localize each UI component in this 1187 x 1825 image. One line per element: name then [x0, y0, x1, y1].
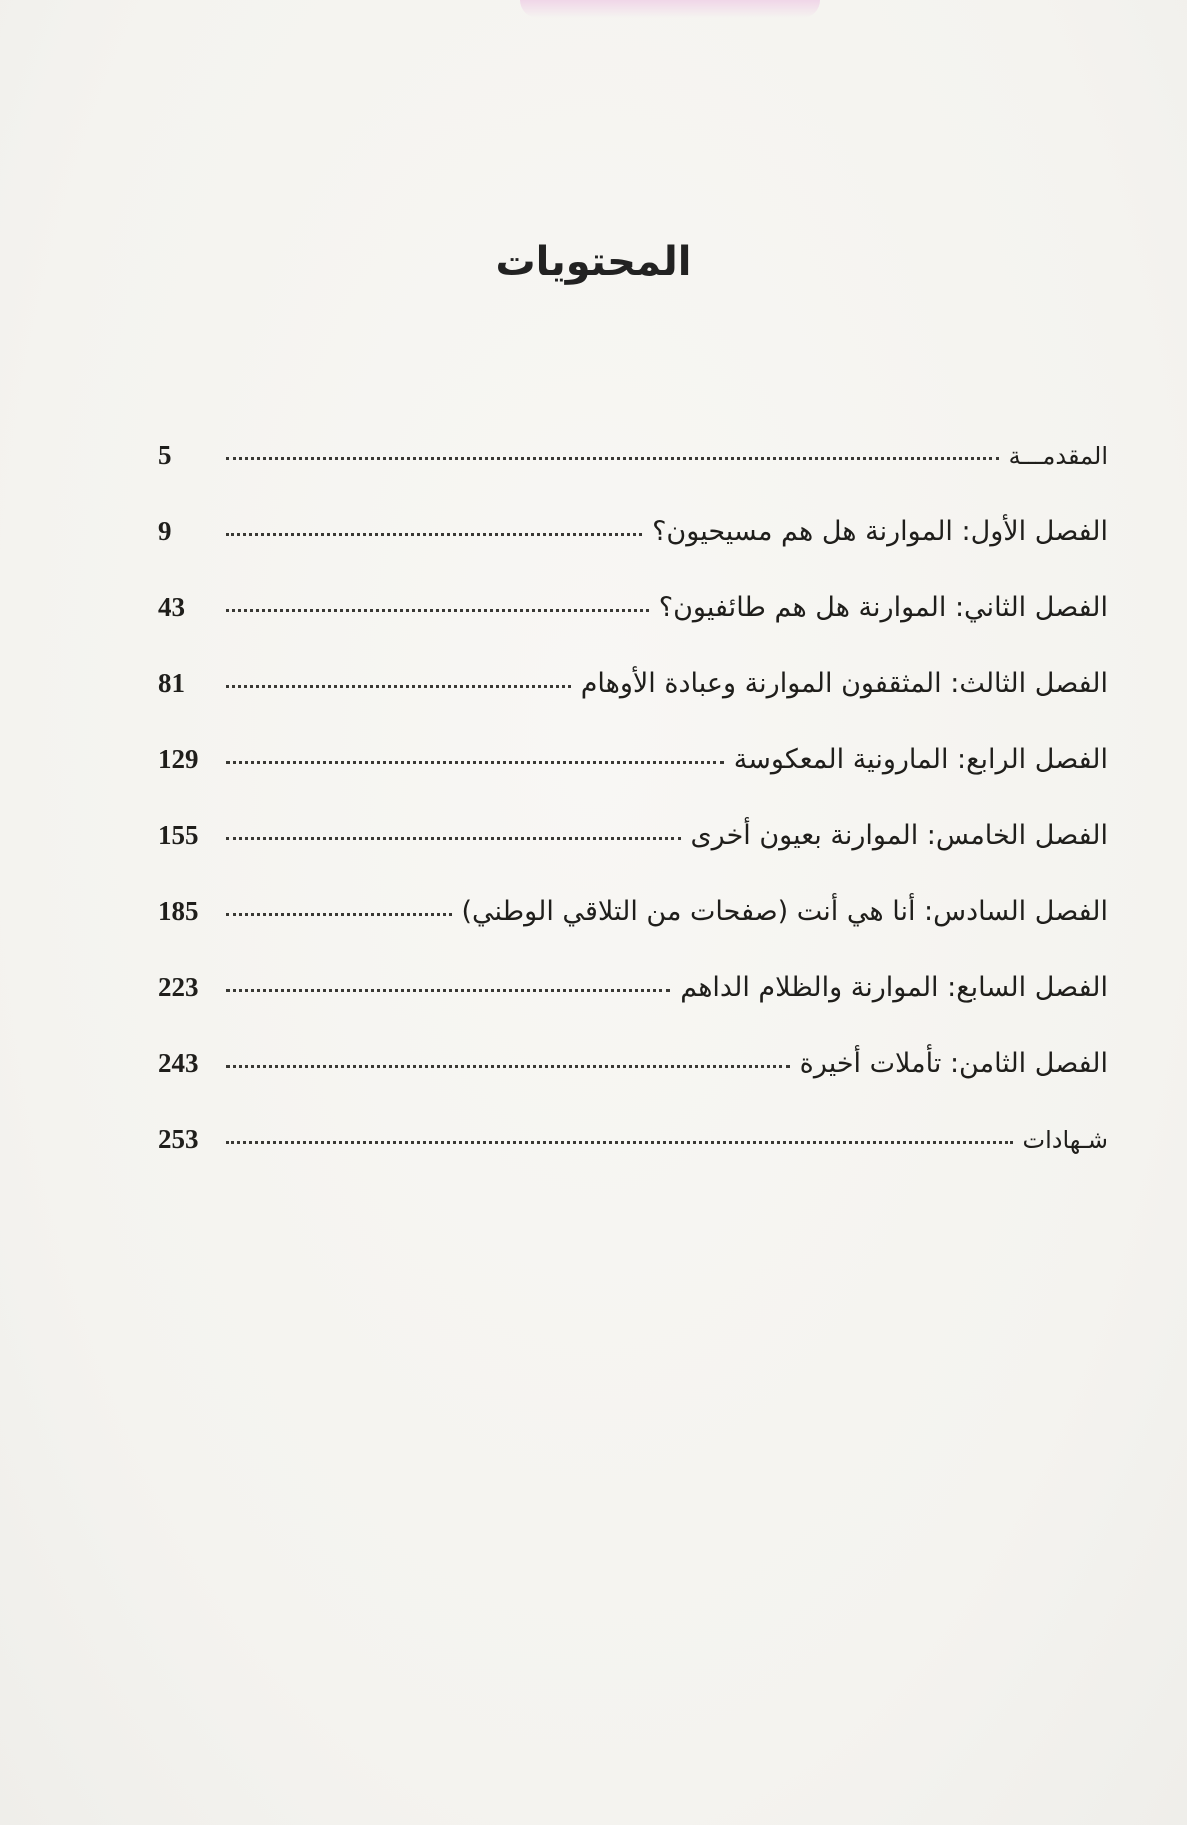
toc-entry-page: 155	[158, 820, 199, 850]
dot-leader	[226, 913, 452, 916]
toc-entry-page: 129	[158, 744, 199, 774]
table-of-contents	[158, 440, 1108, 1200]
dot-leader	[226, 457, 999, 460]
dot-leader	[226, 1065, 790, 1068]
dot-leader	[226, 533, 642, 536]
toc-entry-page: 223	[158, 972, 199, 1002]
toc-entry-label: الفصل السابع: الموارنة والظلام الداهم	[680, 972, 1108, 1003]
toc-entry-label: المقدمـــة	[1008, 442, 1108, 470]
dot-leader	[226, 837, 681, 840]
toc-entry	[158, 440, 1108, 516]
toc-entry	[158, 1048, 1108, 1124]
toc-entry-label: الفصل الثالث: المثقفون الموارنة وعبادة الأوهام	[580, 668, 1108, 699]
dot-leader	[226, 989, 670, 992]
toc-entry	[158, 592, 1108, 668]
toc-entry-label: الفصل الثامن: تأملات أخيرة	[799, 1048, 1108, 1079]
dot-leader	[226, 609, 649, 612]
toc-entry-page: 81	[158, 668, 185, 698]
toc-entry-label: الفصل الأول: الموارنة هل هم مسيحيون؟	[652, 516, 1108, 547]
page-title: المحتويات	[495, 238, 692, 285]
dot-leader	[226, 685, 571, 688]
toc-entry	[158, 820, 1108, 896]
toc-entry-label: الفصل السادس: أنا هي أنت (صفحات من التلاقي الوطني)	[461, 896, 1108, 927]
toc-entry-page: 253	[158, 1124, 199, 1154]
toc-entry	[158, 516, 1108, 592]
toc-entry	[158, 744, 1108, 820]
toc-entry-page: 5	[158, 440, 172, 470]
toc-entry	[158, 896, 1108, 972]
toc-entry-label: الفصل الرابع: المارونية المعكوسة	[733, 744, 1108, 775]
toc-entry	[158, 1124, 1108, 1200]
toc-entry-label: الفصل الخامس: الموارنة بعيون أخرى	[690, 820, 1108, 851]
toc-entry	[158, 668, 1108, 744]
toc-entry-page: 243	[158, 1048, 199, 1078]
toc-entry-label: الفصل الثاني: الموارنة هل هم طائفيون؟	[658, 592, 1108, 623]
toc-entry	[158, 972, 1108, 1048]
toc-entry-page: 43	[158, 592, 185, 622]
toc-entry-page: 185	[158, 896, 199, 926]
page-edge-smudge	[520, 0, 820, 18]
dot-leader	[226, 1141, 1013, 1144]
dot-leader	[226, 761, 724, 764]
toc-entry-label: شـهادات	[1022, 1126, 1108, 1154]
toc-entry-page: 9	[158, 516, 172, 546]
